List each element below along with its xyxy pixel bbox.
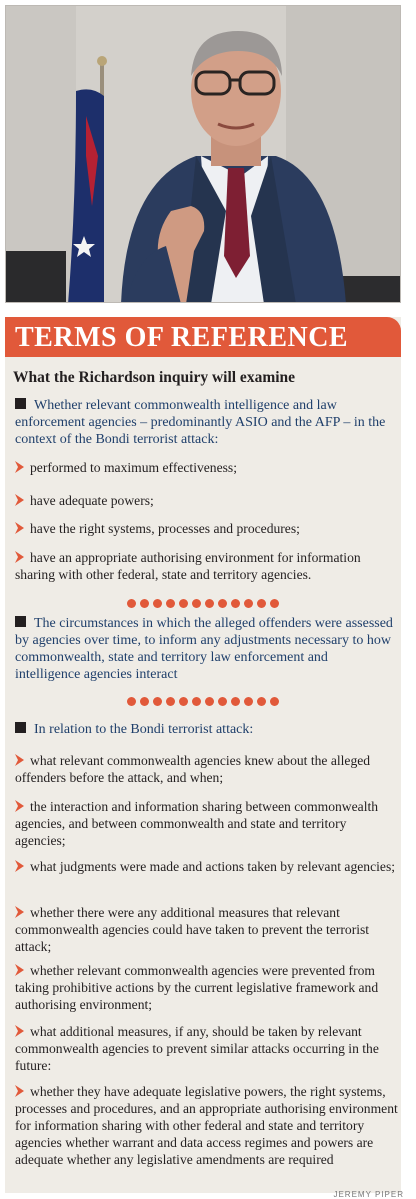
- dot-icon: [270, 697, 279, 706]
- square-icon: [15, 398, 26, 409]
- dot-icon: [140, 599, 149, 608]
- chevron-right-icon: [15, 800, 24, 812]
- dot-icon: [231, 697, 240, 706]
- dot-icon: [192, 599, 201, 608]
- chevron-right-icon: [15, 1085, 24, 1097]
- chevron-right-icon: [15, 551, 24, 563]
- list-item: have an appropriate authorising environment for information sharing with other federal, state and territory agencies.: [15, 550, 361, 582]
- dot-icon: [244, 599, 253, 608]
- dot-icon: [270, 599, 279, 608]
- subhead: What the Richardson inquiry will examine: [13, 369, 296, 386]
- list-item: whether there were any additional measures that relevant commonwealth agencies could have taken to prevent the terrorist attack;: [15, 905, 370, 954]
- dot-icon: [153, 697, 162, 706]
- dot-icon: [153, 599, 162, 608]
- list-item: what additional measures, if any, should be taken by relevant commonwealth agencies to prevent similar attacks occurring in the future:: [15, 1024, 379, 1073]
- chevron-right-icon: [15, 964, 24, 976]
- dot-separator: [5, 595, 401, 607]
- section-heading: The circumstances in which the alleged offenders were assessed by agencies over time, to inform any adjustments necessary to how commonwealth, state and territory law enforcement and intelligence agencies interact: [15, 616, 393, 682]
- square-icon: [15, 722, 26, 733]
- terms-of-reference-panel: [5, 317, 401, 1193]
- chevron-right-icon: [15, 1025, 24, 1037]
- chevron-right-icon: [15, 494, 24, 506]
- list-item: have the right systems, processes and procedures;: [15, 520, 399, 537]
- dot-icon: [257, 697, 266, 706]
- dot-icon: [205, 599, 214, 608]
- dot-icon: [166, 599, 175, 608]
- dot-icon: [231, 599, 240, 608]
- photo-credit: JEREMY PIPER: [333, 1190, 404, 1199]
- dot-icon: [244, 697, 253, 706]
- list-item: have adequate powers;: [15, 492, 399, 509]
- chevron-right-icon: [15, 860, 24, 872]
- dot-icon: [205, 697, 214, 706]
- list-item: what judgments were made and actions taken by relevant agencies;: [15, 858, 399, 875]
- list-item: performed to maximum effectiveness;: [15, 459, 399, 476]
- dot-icon: [140, 697, 149, 706]
- dot-icon: [179, 599, 188, 608]
- section-heading: In relation to the Bondi terrorist attack:: [15, 721, 395, 738]
- dot-icon: [166, 697, 175, 706]
- banner-title: TERMS OF REFERENCE: [15, 322, 349, 353]
- photo: [5, 5, 401, 303]
- chevron-right-icon: [15, 522, 24, 534]
- chevron-right-icon: [15, 754, 24, 766]
- dot-icon: [127, 697, 136, 706]
- list-item: the interaction and information sharing between commonwealth agencies, and between commonwealth and state and territory agencies;: [15, 799, 379, 848]
- list-item: what relevant commonwealth agencies knew about the alleged offenders before the attack, and when;: [15, 753, 371, 785]
- banner: [5, 317, 401, 357]
- list-item: whether relevant commonwealth agencies were prevented from taking prohibitive actions by the current legislative framework and authorising environment;: [15, 963, 379, 1012]
- dot-icon: [192, 697, 201, 706]
- dot-icon: [127, 599, 136, 608]
- dot-separator: [5, 693, 401, 705]
- chevron-right-icon: [15, 461, 24, 473]
- dot-icon: [179, 697, 188, 706]
- dot-icon: [218, 599, 227, 608]
- list-item: whether they have adequate legislative powers, the right systems, processes and procedures, and an appropriate authorising environment for information sharing with other federal and state and territory agencies whether warrant and data access regimes and powers are adequate whether any legislative amendments are required: [15, 1084, 398, 1167]
- chevron-right-icon: [15, 906, 24, 918]
- dot-icon: [257, 599, 266, 608]
- dot-icon: [218, 697, 227, 706]
- press-conference-illustration: [6, 6, 401, 303]
- section-heading: Whether relevant commonwealth intelligence and law enforcement agencies – predominantly ASIO and the AFP – in the context of the Bondi terrorist attack:: [15, 398, 386, 447]
- square-icon: [15, 616, 26, 627]
